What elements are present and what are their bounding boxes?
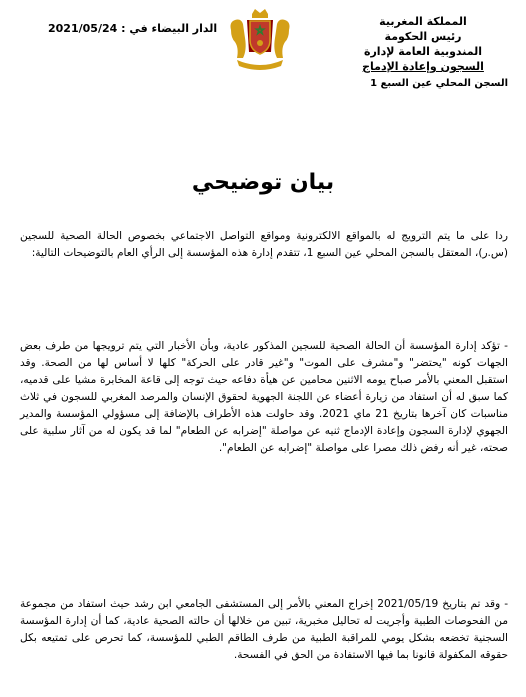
issue-date: 2021/05/24 [48,22,118,35]
page-title: بيان توضيحي [191,170,335,195]
city-prefix: الدار البيضاء في : [121,22,218,35]
p3-start: - وقد تم بتاريخ [442,598,509,610]
paragraph-health-status: - تؤكد إدارة المؤسسة أن الحالة الصحية للسجين المذكور عادية، وبأن الأخبار التي يتم ترويجها من طرف بعض الجهات كونه "يحتضر" و"مشرف على الموت" و"غير قادر على الحركة" كلها لا أساس لها من الصحة. وقد استقبل المعني بالأمر صباح يومه الاثنين محامين عن هيأة دفاعه حيث توجه إلى قاعة المخابرة مشيا على قدميه، كما سبق له أن استفاد من زيارة أعضاء عن اللجنة الجهوية لحقوق الإنسان والمرصد المغربي للسجون في ثلاث مناسبات كان آخرها بتاريخ 21 ماي 2021. وقد حاولت هذه الأطراف بالإضافة إلى مسؤولي المؤسسة والمدير الجهوي لإدارة السجون وإعادة الإدماج ثنيه عن مواصلة "إضرابه عن الطعام" لما قد يكون له من آثار سلبية على صحته، غير أنه رفض ذلك مصرا على مواصلة "إضرابه عن الطعام". [20,340,508,454]
government-line: رئيس الحكومة [384,30,462,43]
prison-name-line: السجن المحلي عين السبع 1 [370,78,508,89]
p3-date: 2021/05/19 [377,598,439,610]
prisons-line: السجون وإعادة الإدماج [362,60,484,73]
p3-rest: إخراج المعني بالأمر إلى المستشفى الجامعي ابن رشد حيث استفاد من مجموعة من الفحوصات الطبية وأجريت له تحاليل مخبرية، تبين من خلالها أن حالته الصحية عادية، كما أن إدارة المؤسسة السجنية تخضعه بشكل يومي للمراقبة الطبية من طرف الطاقم الطبي للمؤسسة، كما تحرص على تمتيعه بكل حقوقه المكفولة قانونا بما فيها الاستفادة من الحق في الفسحة. [20,598,508,661]
paragraph-intro: ردا على ما يتم الترويج له بالمواقع الالكترونية ومواقع التواصل الاجتماعي بخصوص الحالة الصحية للسجين (س.ر)، المعتقل بالسجن المحلي عين السبع 1، تتقدم إدارة هذه المؤسسة إلى الرأي العام بالتوضيحات التالية: [20,230,508,259]
date-line [44,22,217,35]
moroccan-coat-of-arms-icon [225,8,295,74]
delegation-line: المندوبية العامة لإدارة [363,45,483,58]
institution-header [338,14,508,91]
paragraph-hospital-visit [20,596,508,664]
kingdom-line: المملكة المغربية [379,15,467,28]
